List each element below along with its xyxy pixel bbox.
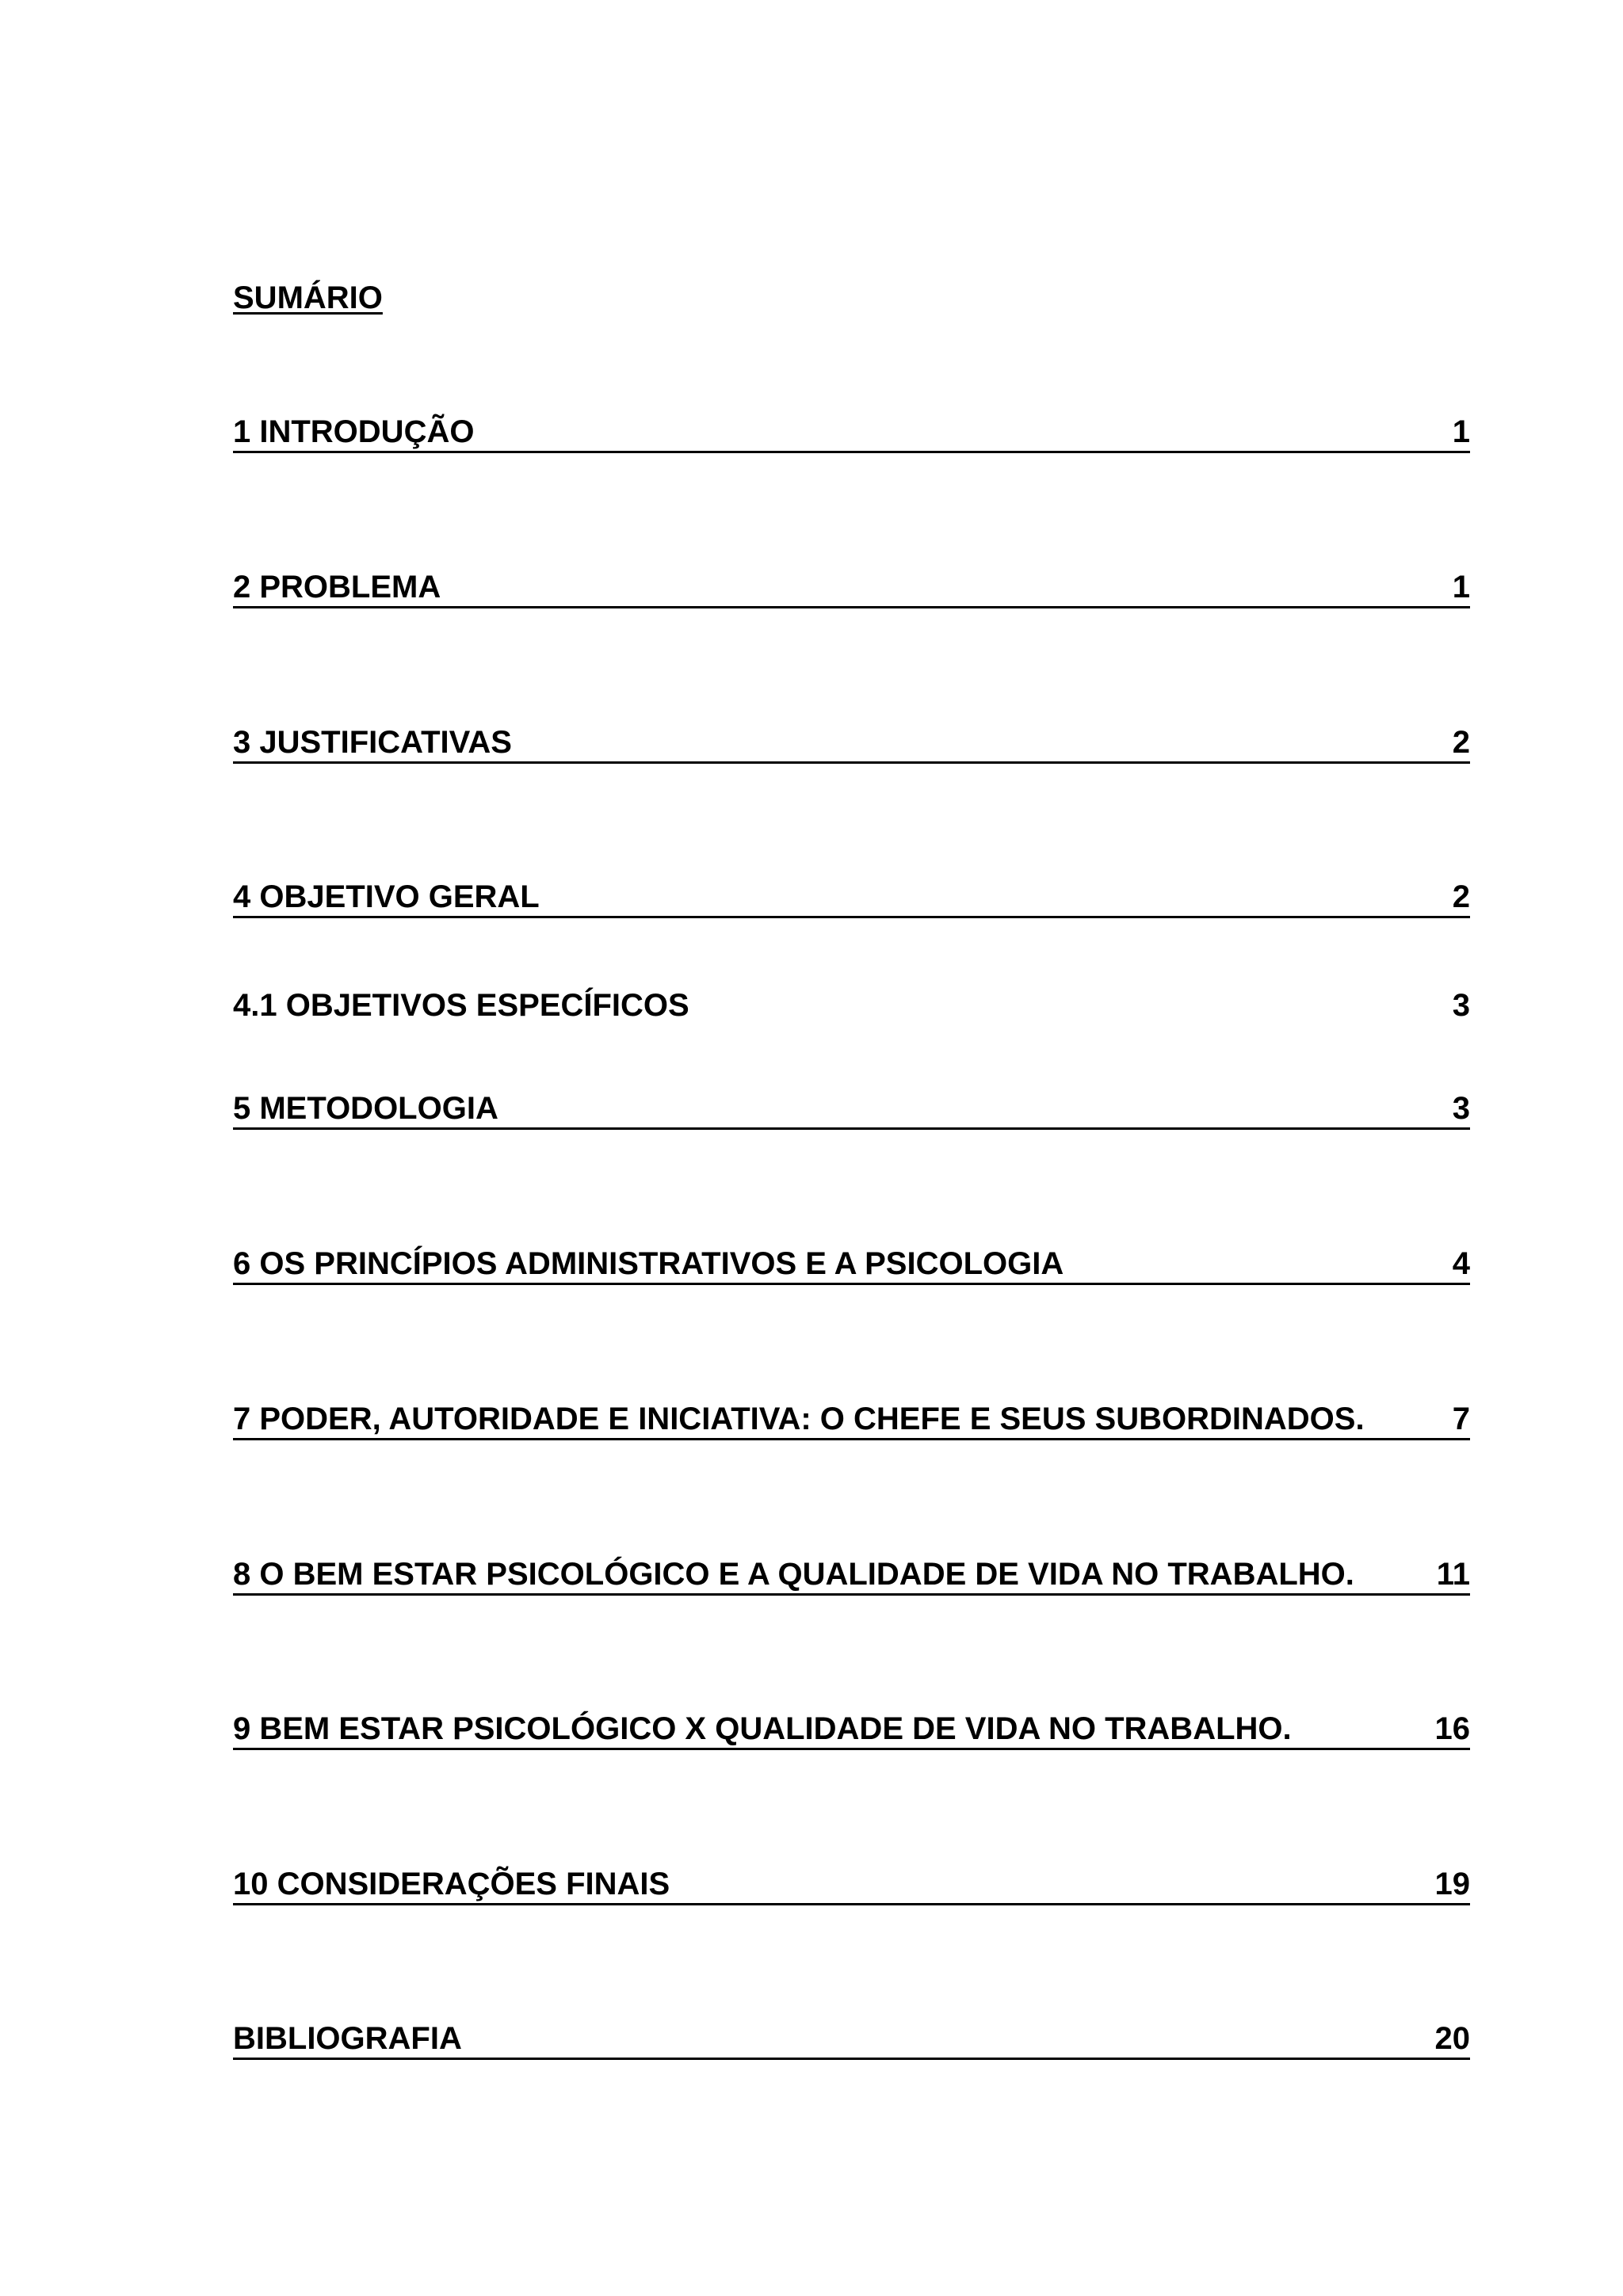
toc-entry-consideracoes-finais[interactable] <box>233 1867 1470 1905</box>
toc-entry-page-number: 2 <box>1452 725 1470 760</box>
page-title: SUMÁRIO <box>233 280 383 315</box>
toc-entry-page-number: 20 <box>1434 2021 1470 2056</box>
toc-entry-label: 7 PODER, AUTORIDADE E INICIATIVA: O CHEFE E SEUS SUBORDINADOS. <box>233 1402 1365 1436</box>
toc-entry-page-number: 1 <box>1452 414 1470 449</box>
toc-entry-page-number: 11 <box>1436 1557 1470 1592</box>
toc-entry-label: 10 CONSIDERAÇÕES FINAIS <box>233 1867 670 1901</box>
toc-entry-label: 8 O BEM ESTAR PSICOLÓGICO E A QUALIDADE DE VIDA NO TRABALHO. <box>233 1557 1354 1592</box>
toc-entry-page-number: 2 <box>1452 879 1470 914</box>
toc-entry-bem-estar-x-qualidade[interactable] <box>233 1712 1470 1750</box>
toc-entry-objetivos-especificos[interactable] <box>233 986 1470 1024</box>
toc-entry-label: 1 INTRODUÇÃO <box>233 414 475 449</box>
toc-entry-label: BIBLIOGRAFIA <box>233 2021 462 2056</box>
toc-entry-introducao[interactable] <box>233 415 1470 453</box>
toc-entry-label: 9 BEM ESTAR PSICOLÓGICO X QUALIDADE DE VIDA NO TRABALHO. <box>233 1711 1292 1746</box>
toc-entry-label: 2 PROBLEMA <box>233 570 441 605</box>
toc-entry-principios-administrativos[interactable] <box>233 1247 1470 1285</box>
toc-entry-bibliografia[interactable] <box>233 2022 1470 2060</box>
toc-entry-label: 5 METODOLOGIA <box>233 1091 498 1126</box>
toc-entry-page-number: 3 <box>1452 1091 1470 1126</box>
toc-entry-page-number: 7 <box>1452 1402 1470 1436</box>
toc-entry-label: 3 JUSTIFICATIVAS <box>233 725 512 760</box>
toc-entry-page-number: 16 <box>1434 1711 1470 1746</box>
toc-entry-objetivo-geral[interactable] <box>233 880 1470 918</box>
toc-entry-label: 4 OBJETIVO GERAL <box>233 879 540 914</box>
toc-entry-justificativas[interactable] <box>233 726 1470 764</box>
toc-entry-poder-autoridade[interactable] <box>233 1402 1470 1440</box>
toc-entry-page-number: 3 <box>1452 988 1470 1023</box>
toc-entry-page-number: 4 <box>1452 1246 1470 1281</box>
toc-entry-label: 4.1 OBJETIVOS ESPECÍFICOS <box>233 988 689 1023</box>
toc-entry-problema[interactable] <box>233 570 1470 608</box>
toc-entry-bem-estar-qualidade[interactable] <box>233 1558 1470 1596</box>
toc-entry-metodologia[interactable] <box>233 1092 1470 1130</box>
toc-entry-label: 6 OS PRINCÍPIOS ADMINISTRATIVOS E A PSICOLOGIA <box>233 1246 1064 1281</box>
toc-entry-page-number: 19 <box>1434 1867 1470 1901</box>
toc-entry-page-number: 1 <box>1452 570 1470 605</box>
